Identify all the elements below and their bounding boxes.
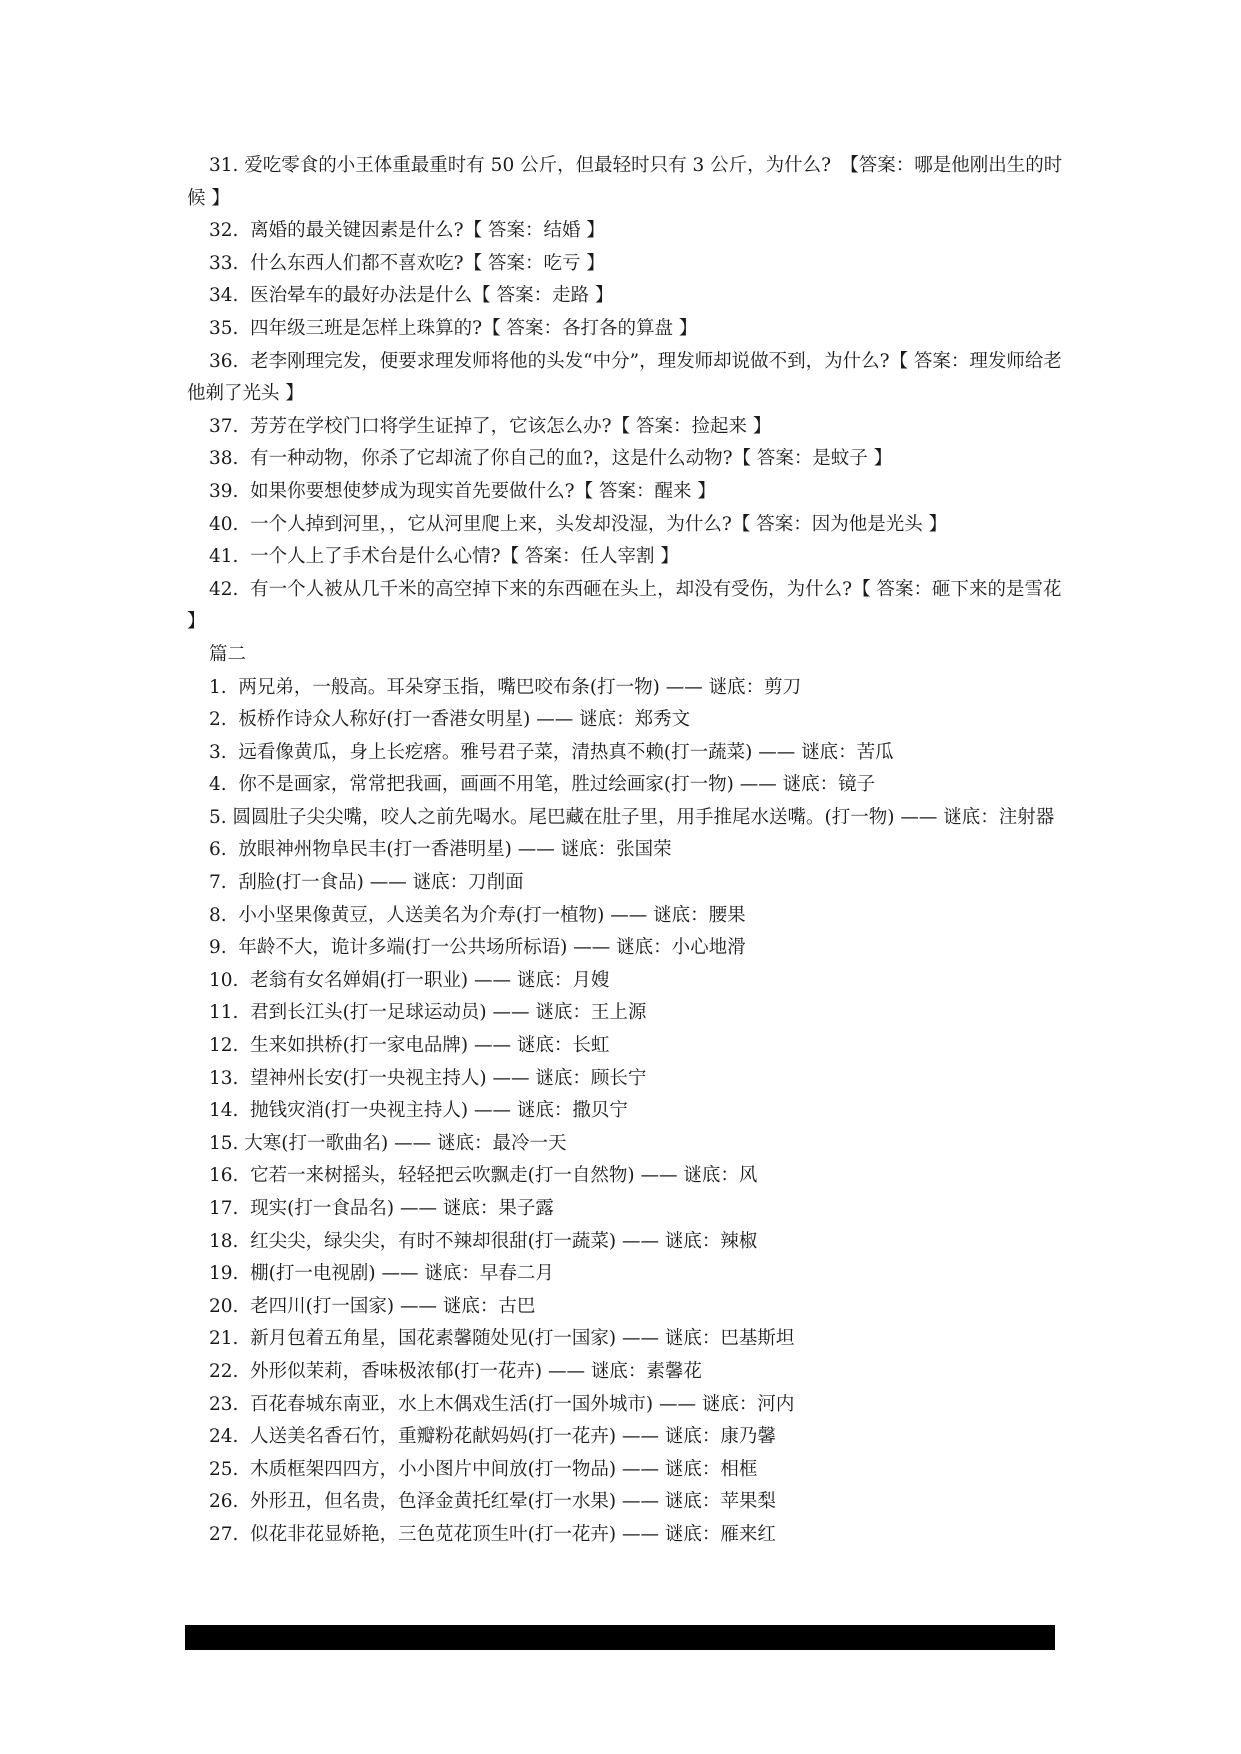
riddle-40: 40. 一个人掉到河里，，它从河里爬上来，头发却没湿，为什么?【 答案：因为他是光头 】 [209,513,948,535]
riddle-39: 39. 如果你要想使梦成为现实首先要做什么?【 答案：醒来 】 [209,480,716,502]
lantern-riddle-8: 8. 小小坚果像黄豆，人送美名为介寿(打一植物) —— 谜底：腰果 [209,904,746,926]
lantern-riddle-23: 23. 百花春城东南亚，水上木偶戏生活(打一国外城市) —— 谜底：河内 [209,1393,795,1415]
lantern-riddle-15: 15. 大寒(打一歌曲名) —— 谜底：最冷一天 [209,1132,567,1154]
lantern-riddle-17: 17. 现实(打一食品名) —— 谜底：果子露 [209,1198,554,1219]
riddle-32: 32. 离婚的最关键因素是什么?【 答案：结婚 】 [209,220,605,242]
lantern-riddle-19: 19. 棚(打一电视剧) —— 谜底：早春二月 [209,1263,554,1285]
page-number-label: 第 2 页 /总页数 3 页 [526,1651,727,1673]
lantern-riddle-9: 9. 年龄不大，诡计多端(打一公共场所标语) —— 谜底：小心地滑 [209,937,746,959]
lantern-riddle-21: 21. 新月包着五角星，国花素馨随处见(打一国家) —— 谜底：巴基斯坦 [209,1328,795,1350]
lantern-riddle-10: 10. 老翁有女名婵娟(打一职业) —— 谜底：月嫂 [209,969,610,991]
lantern-riddle-22: 22. 外形似茉莉，香味极浓郁(打一花卉) —— 谜底：素馨花 [209,1360,702,1382]
lantern-riddle-16: 16. 它若一来树摇头，轻轻把云吹飘走(打一自然物) —— 谜底：风 [209,1165,758,1187]
riddle-35: 35. 四年级三班是怎样上珠算的?【 答案：各打各的算盘 】 [209,317,698,339]
lantern-riddle-12: 12. 生来如拱桥(打一家电品牌) —— 谜底：长虹 [209,1035,610,1057]
lantern-riddle-14: 14. 抛钱灾消(打一央视主持人) —— 谜底：撒贝宁 [209,1100,628,1122]
page-footer [185,1625,1055,1673]
lantern-riddle-11: 11. 君到长江头(打一足球运动员) —— 谜底：王上源 [209,1002,647,1024]
lantern-riddle-4: 4. 你不是画家，常常把我画，画画不用笔，胜过绘画家(打一物) —— 谜底：镜子 [209,774,876,796]
riddle-34: 34. 医治晕车的最好办法是什么【 答案：走路 】 [209,285,614,307]
lantern-riddle-2: 2. 板桥作诗众人称好(打一香港女明星) —— 谜底：郑秀文 [209,709,691,731]
riddle-37: 37. 芳芳在学校门口将学生证掉了，它该怎么办?【 答案：捡起来 】 [209,415,772,437]
document-body [187,150,1067,1552]
riddle-31: 31. 爱吃零食的小王体重最重时有 50 公斤，但最轻时只有 3 公斤，为什么? 【答案：哪是他刚出生的时候 】 [187,155,1063,209]
lantern-riddle-7: 7. 刮脸(打一食品) —— 谜底：刀削面 [209,872,524,894]
lantern-riddle-20: 20. 老四川(打一国家) —— 谜底：古巴 [209,1295,536,1317]
lantern-riddle-25: 25. 木质框架四四方，小小图片中间放(打一物品) —— 谜底：相框 [209,1458,758,1480]
lantern-riddle-5: 5. 圆圆肚子尖尖嘴，咬人之前先喝水。尾巴藏在肚子里，用手推尾水送嘴。(打一物) —— 谜底：注射器 [209,806,1055,828]
lantern-riddle-3: 3. 远看像黄瓜，身上长疙瘩。雅号君子菜，清热真不赖(打一蔬菜) —— 谜底：苦瓜 [209,741,894,763]
lantern-riddle-6: 6. 放眼神州物阜民丰(打一香港明星) —— 谜底：张国荣 [209,839,672,861]
riddle-33: 33. 什么东西人们都不喜欢吃?【 答案：吃亏 】 [209,252,605,274]
riddle-36: 36. 老李刚理完发，便要求理发师将他的头发“中分”，理发师却说做不到，为什么?【 答案：理发师给老他剃了光头 】 [187,350,1062,405]
lantern-riddle-1: 1. 两兄弟，一般高。耳朵穿玉指，嘴巴咬布条(打一物) —— 谜底：剪刀 [209,676,802,698]
riddle-42: 42. 有一个人被从几千米的高空掉下来的东西砸在头上，却没有受伤，为什么?【 答案：砸下来的是雪花 】 [187,578,1068,633]
lantern-riddle-27: 27. 似花非花显娇艳，三色苋花顶生叶(打一花卉) —— 谜底：雁来红 [209,1523,776,1545]
riddle-41: 41. 一个人上了手术台是什么心情?【 答案：任人宰割 】 [209,546,679,568]
lantern-riddle-13: 13. 望神州长安(打一央视主持人) —— 谜底：顾长宁 [209,1067,647,1089]
lantern-riddle-26: 26. 外形丑，但名贵，色泽金黄托红晕(打一水果) —— 谜底：苹果梨 [209,1491,776,1513]
lantern-riddle-24: 24. 人送美名香石竹，重瓣粉花献妈妈(打一花卉) —— 谜底：康乃馨 [209,1426,776,1448]
section-title: 篇二 [209,643,247,665]
lantern-riddle-18: 18. 红尖尖，绿尖尖，有时不辣却很甜(打一蔬菜) —— 谜底：辣椒 [209,1230,758,1252]
riddle-38: 38. 有一种动物，你杀了它却流了你自己的血?，这是什么动物?【 答案：是蚊子 】 [209,448,893,470]
